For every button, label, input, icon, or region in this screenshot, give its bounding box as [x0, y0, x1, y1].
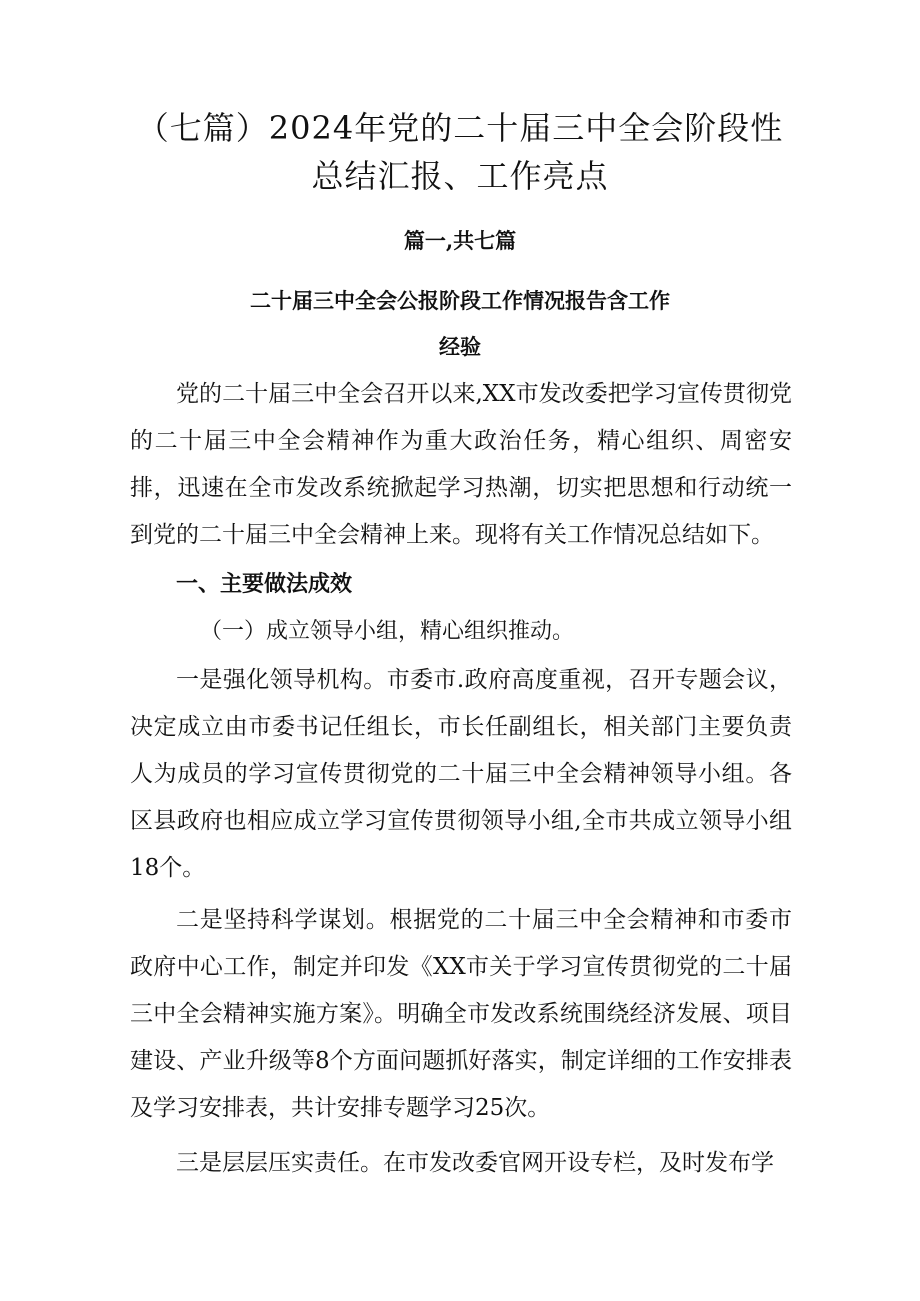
report-title-line-1: 二十届三中全会公报阶段工作情况报告含工作 — [250, 288, 670, 313]
intro-paragraph: 党的二十届三中全会召开以来,XX市发改委把学习宣传贯彻党的二十届三中全会精神作为重大政治任务，精心组织、周密安排，迅速在全市发改系统掀起学习热潮，切实把思想和行动统一到党的二十届三中全会精神上来。现将有关工作情况总结如下。 — [130, 381, 792, 548]
paragraph-responsibility: 三是层层压实责任。在市发改委官网开设专栏，及时发布学 — [176, 1150, 774, 1176]
document-title-line-2: 总结汇报、工作亮点 — [311, 157, 609, 195]
part-subtitle: 篇一,共七篇 — [403, 228, 517, 253]
document-title — [120, 104, 800, 200]
section-heading-main-practices: 一、主要做法成效 — [176, 571, 353, 597]
paragraph-leadership: 一是强化领导机构。市委市.政府高度重视，召开专题会议，决定成立由市委书记任组长，市长任副组长，相关部门主要负责人为成员的学习宣传贯彻党的二十届三中全会精神领导小组。各区县政府也相应成立学习宣传贯彻领导小组,全市共成立领导小组18个。 — [130, 667, 792, 881]
report-title — [200, 278, 720, 370]
subsection-heading-leading-group: （一）成立领导小组，精心组织推动。 — [200, 619, 575, 644]
report-title-line-2: 经验 — [439, 334, 481, 359]
document-title-line-1: （七篇）2024年党的二十届三中全会阶段性 — [136, 109, 784, 147]
paragraph-planning: 二是坚持科学谋划。根据党的二十届三中全会精神和市委市政府中心工作，制定并印发《XX市关于学习宣传贯彻党的二十届三中全会精神实施方案》。明确全市发改系统围绕经济发展、项目建设、产业升级等8个方面问题抓好落实，制定详细的工作安排表及学习安排表，共计安排专题学习25次。 — [130, 907, 792, 1121]
